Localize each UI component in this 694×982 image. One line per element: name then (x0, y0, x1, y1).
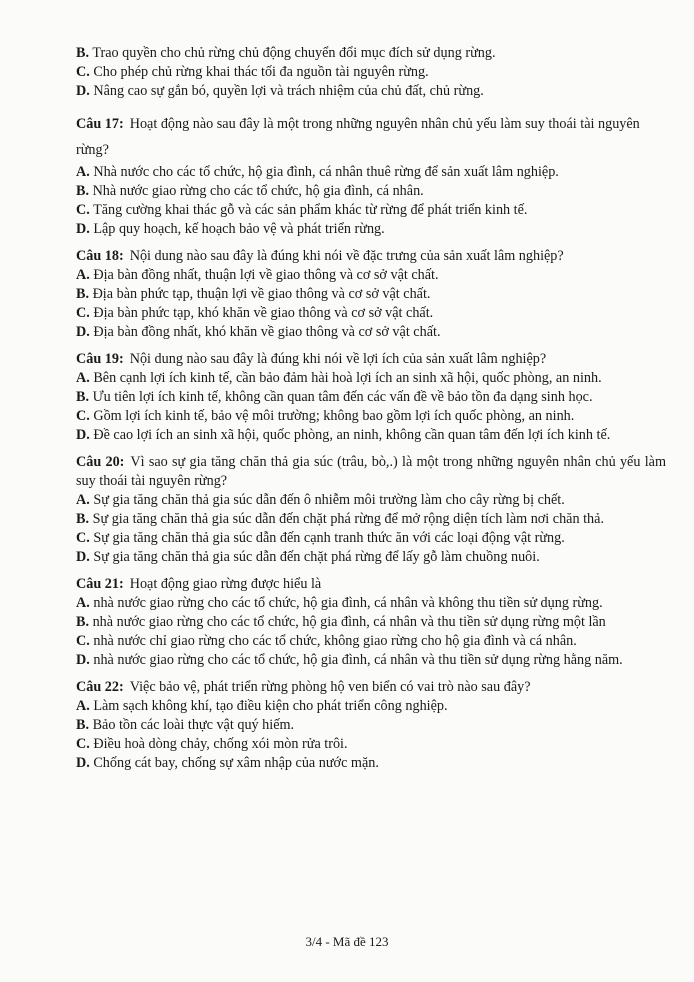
question-text: Nội dung nào sau đây là đúng khi nói về đặc trưng của sản xuất lâm nghiệp? (129, 248, 564, 264)
option-d: D. Đề cao lợi ích an sinh xã hội, quốc phòng, an ninh, không cần quan tâm đến lợi ích kinh tế. (76, 427, 611, 443)
option-text: Nâng cao sự gắn bó, quyền lợi và trách nhiệm của chủ đất, chủ rừng. (93, 83, 484, 99)
option-c: C. Cho phép chủ rừng khai thác tối đa nguồn tài nguyên rừng. (76, 64, 429, 80)
option-text: Nhà nước cho các tổ chức, hộ gia đình, cá nhân thuê rừng để sản xuất lâm nghiệp. (93, 164, 559, 180)
question-stem (76, 350, 666, 369)
option-d: D. Sự gia tăng chăn thả gia súc dẫn đến chặt phá rừng để lấy gỗ làm chuồng nuôi. (76, 549, 540, 565)
exam-page (76, 44, 666, 773)
option-text: Gồm lợi ích kinh tế, bảo vệ môi trường; không bao gồm lợi ích quốc phòng, an ninh. (93, 408, 575, 424)
option-text: Sự gia tăng chăn thả gia súc dẫn đến chặt phá rừng để mở rộng diện tích làm nơi chăn thả. (92, 511, 604, 527)
option-d: D. nhà nước giao rừng cho các tổ chức, hộ gia đình, cá nhân và thu tiền sử dụng rừng hằng năm. (76, 652, 623, 668)
option-text: Cho phép chủ rừng khai thác tối đa nguồn tài nguyên rừng. (93, 64, 429, 80)
carryover-options (76, 44, 666, 101)
option-text: Sự gia tăng chăn thả gia súc dẫn đến chặt phá rừng để lấy gỗ làm chuồng nuôi. (93, 549, 540, 565)
question-number: Câu 17: (76, 116, 124, 132)
option-c: C. Địa bàn phức tạp, khó khăn về giao thông và cơ sở vật chất. (76, 305, 434, 321)
option-text: Làm sạch không khí, tạo điều kiện cho phát triển công nghiệp. (93, 698, 448, 714)
question-22 (76, 678, 666, 773)
option-text: Tăng cường khai thác gỗ và các sản phẩm khác từ rừng để phát triển kinh tế. (93, 202, 528, 218)
option-b: B. Sự gia tăng chăn thả gia súc dẫn đến chặt phá rừng để mở rộng diện tích làm nơi chăn thả. (76, 511, 604, 527)
option-c: C. Sự gia tăng chăn thả gia súc dẫn đến cạnh tranh thức ăn với các loại động vật rừng. (76, 530, 565, 546)
question-17 (76, 111, 666, 239)
question-19 (76, 350, 666, 445)
option-text: Bảo tồn các loài thực vật quý hiếm. (92, 717, 295, 733)
option-b: B. Ưu tiên lợi ích kinh tế, không cần quan tâm đến các vấn đề về bảo tồn đa dạng sinh học. (76, 389, 593, 405)
option-text: Địa bàn phức tạp, thuận lợi về giao thông và cơ sở vật chất. (92, 286, 431, 302)
option-d: D. Địa bàn đồng nhất, khó khăn về giao thông và cơ sở vật chất. (76, 324, 441, 340)
question-21 (76, 575, 666, 670)
question-number: Câu 18: (76, 248, 124, 264)
question-number: Câu 19: (76, 351, 124, 367)
option-text: nhà nước chỉ giao rừng cho các tổ chức, không giao rừng cho hộ gia đình và cá nhân. (93, 633, 577, 649)
question-text: Hoạt động giao rừng được hiểu là (129, 576, 322, 592)
option-text: Đề cao lợi ích an sinh xã hội, quốc phòng, an ninh, không cần quan tâm đến lợi ích kinh tế. (93, 427, 611, 443)
option-text: Bên cạnh lợi ích kinh tế, cần bảo đảm hài hoà lợi ích an sinh xã hội, quốc phòng, an ninh. (93, 370, 602, 386)
question-18 (76, 247, 666, 342)
question-text: Vì sao sự gia tăng chăn thả gia súc (trâu, bò,.) là một trong những nguyên nhân chủ yếu làm suy thoái tài nguyên rừng? (76, 454, 666, 489)
question-stem (76, 247, 666, 266)
option-c: C. Điều hoà dòng chảy, chống xói mòn rửa trôi. (76, 736, 348, 752)
page-footer: 3/4 - Mã đề 123 (305, 934, 389, 949)
question-stem (76, 453, 666, 491)
question-stem (76, 111, 666, 163)
option-text: Ưu tiên lợi ích kinh tế, không cần quan tâm đến các vấn đề về bảo tồn đa dạng sinh học. (92, 389, 593, 405)
question-20 (76, 453, 666, 567)
question-number: Câu 20: (76, 454, 125, 470)
option-b: B. Nhà nước giao rừng cho các tổ chức, hộ gia đình, cá nhân. (76, 183, 424, 199)
question-stem (76, 678, 666, 697)
option-text: Lập quy hoạch, kế hoạch bảo vệ và phát triển rừng. (93, 221, 385, 237)
option-d: D. Nâng cao sự gắn bó, quyền lợi và trách nhiệm của chủ đất, chủ rừng. (76, 83, 484, 99)
option-b: B. Địa bàn phức tạp, thuận lợi về giao thông và cơ sở vật chất. (76, 286, 431, 302)
option-text: Sự gia tăng chăn thả gia súc dẫn đến cạnh tranh thức ăn với các loại động vật rừng. (93, 530, 565, 546)
question-number: Câu 21: (76, 576, 124, 592)
option-a: A. Sự gia tăng chăn thả gia súc dẫn đến ô nhiễm môi trường làm cho cây rừng bị chết. (76, 492, 565, 508)
option-a: A. nhà nước giao rừng cho các tổ chức, hộ gia đình, cá nhân và không thu tiền sử dụng rừng. (76, 595, 603, 611)
option-a: A. Làm sạch không khí, tạo điều kiện cho phát triển công nghiệp. (76, 698, 448, 714)
option-text: Địa bàn phức tạp, khó khăn về giao thông và cơ sở vật chất. (93, 305, 434, 321)
option-text: Địa bàn đồng nhất, khó khăn về giao thông và cơ sở vật chất. (93, 324, 441, 340)
option-d: D. Lập quy hoạch, kế hoạch bảo vệ và phát triển rừng. (76, 221, 385, 237)
question-number: Câu 22: (76, 679, 124, 695)
option-text: nhà nước giao rừng cho các tổ chức, hộ gia đình, cá nhân và thu tiền sử dụng rừng một lần (92, 614, 606, 630)
option-c: C. Gồm lợi ích kinh tế, bảo vệ môi trường; không bao gồm lợi ích quốc phòng, an ninh. (76, 408, 575, 424)
question-text: Việc bảo vệ, phát triển rừng phòng hộ ven biển có vai trò nào sau đây? (129, 679, 531, 695)
option-c: C. Tăng cường khai thác gỗ và các sản phẩm khác từ rừng để phát triển kinh tế. (76, 202, 528, 218)
option-text: Chống cát bay, chống sự xâm nhập của nước mặn. (93, 755, 379, 771)
option-d: D. Chống cát bay, chống sự xâm nhập của nước mặn. (76, 755, 379, 771)
question-text: Hoạt động nào sau đây là một trong những nguyên nhân chủ yếu làm suy thoái tài nguyên rừng? (76, 116, 640, 158)
option-b: B. Trao quyền cho chủ rừng chủ động chuyển đổi mục đích sử dụng rừng. (76, 45, 496, 61)
option-a: A. Bên cạnh lợi ích kinh tế, cần bảo đảm hài hoà lợi ích an sinh xã hội, quốc phòng, an ninh. (76, 370, 602, 386)
option-text: Sự gia tăng chăn thả gia súc dẫn đến ô nhiễm môi trường làm cho cây rừng bị chết. (93, 492, 565, 508)
option-a: A. Địa bàn đồng nhất, thuận lợi về giao thông và cơ sở vật chất. (76, 267, 439, 283)
option-text: Địa bàn đồng nhất, thuận lợi về giao thông và cơ sở vật chất. (93, 267, 439, 283)
question-stem (76, 575, 666, 594)
option-b: B. Bảo tồn các loài thực vật quý hiếm. (76, 717, 295, 733)
option-b: B. nhà nước giao rừng cho các tổ chức, hộ gia đình, cá nhân và thu tiền sử dụng rừng một lần (76, 614, 606, 630)
option-text: Trao quyền cho chủ rừng chủ động chuyển đổi mục đích sử dụng rừng. (92, 45, 496, 61)
option-text: Nhà nước giao rừng cho các tổ chức, hộ gia đình, cá nhân. (92, 183, 424, 199)
question-text: Nội dung nào sau đây là đúng khi nói về lợi ích của sản xuất lâm nghiệp? (129, 351, 547, 367)
option-text: nhà nước giao rừng cho các tổ chức, hộ gia đình, cá nhân và thu tiền sử dụng rừng hằng năm. (93, 652, 623, 668)
option-c: C. nhà nước chỉ giao rừng cho các tổ chức, không giao rừng cho hộ gia đình và cá nhân. (76, 633, 577, 649)
option-a: A. Nhà nước cho các tổ chức, hộ gia đình, cá nhân thuê rừng để sản xuất lâm nghiệp. (76, 164, 559, 180)
option-text: Điều hoà dòng chảy, chống xói mòn rửa trôi. (93, 736, 348, 752)
option-text: nhà nước giao rừng cho các tổ chức, hộ gia đình, cá nhân và không thu tiền sử dụng rừng. (93, 595, 603, 611)
